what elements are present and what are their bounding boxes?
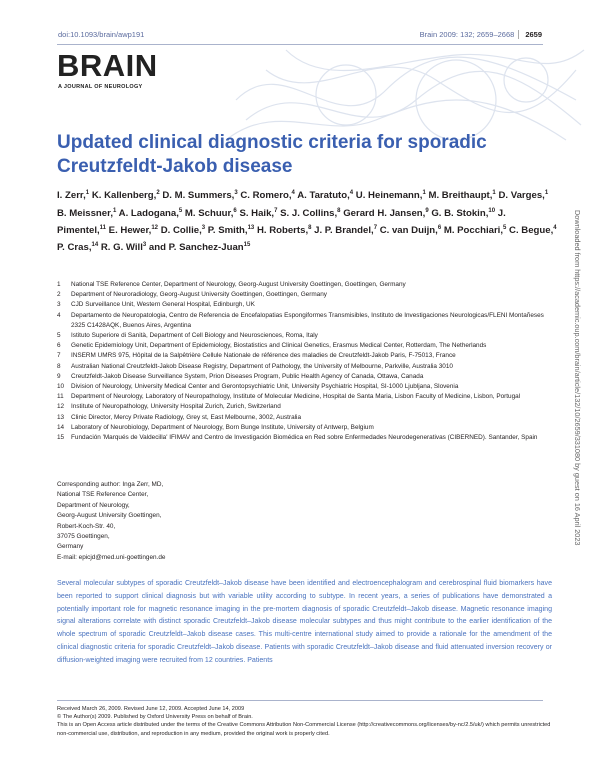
correspondence-line: Georg-August University Goettingen,: [57, 512, 162, 520]
author-name: C. Begue,: [509, 224, 554, 236]
author-name: M. Breithaupt,: [428, 190, 493, 202]
author-name: C. van Duijn,: [379, 224, 438, 236]
author-name: J. P. Brandel,: [314, 224, 374, 236]
author: [119, 208, 183, 219]
author-list: [57, 186, 557, 256]
author: [428, 190, 495, 201]
author-name: S. J. Collins,: [280, 207, 338, 219]
article-title: Updated clinical diagnostic criteria for sporadic Creutzfeldt-Jakob disease: [57, 132, 487, 177]
affiliation-text: Institute of Neuropathology, University Hospital Zurich, Zurich, Switzerland: [71, 403, 281, 411]
author-name: M. Pocchiari,: [443, 224, 504, 236]
correspondence-line: National TSE Reference Center,: [57, 491, 149, 499]
author-affiliation-ref: 1: [544, 190, 549, 196]
author-name: P. Cras,: [57, 242, 92, 254]
correspondence-line: Robert-Koch-Str. 40,: [57, 522, 116, 530]
affiliation-number: 3: [57, 301, 61, 309]
author-name: A. Taratuto,: [297, 190, 350, 202]
affiliation: [57, 402, 557, 412]
affiliation: [57, 413, 557, 423]
author: [101, 242, 166, 253]
author-name: P. Sanchez-Juan: [168, 242, 244, 254]
author: [185, 208, 237, 219]
footer-notes: [57, 705, 557, 738]
author-affiliation-ref: 13: [247, 224, 255, 231]
author-name: Gerard H. Jansen,: [343, 207, 426, 219]
affiliation-number: 8: [57, 362, 61, 370]
affiliation-number: 14: [57, 423, 65, 431]
affiliation-number: 4: [57, 311, 61, 319]
author-name: H. Roberts,: [256, 224, 309, 236]
author-affiliation-ref: 15: [243, 242, 251, 249]
affiliation-text: CJD Surveillance Unit, Western General Hospital, Edinburgh, UK: [71, 301, 255, 309]
affiliation-number: 6: [57, 342, 61, 350]
affiliation-text: Creutzfeldt-Jakob Disease Surveillance System, Prion Diseases Program, Public Health Agency of Canada, Ottawa, Canada: [71, 372, 424, 380]
author: [431, 208, 495, 219]
author-affiliation-ref: 3: [142, 242, 147, 249]
author-name: C. Romero,: [240, 190, 292, 202]
author-affiliation-ref: 2: [156, 190, 160, 196]
affiliation-number: 13: [57, 413, 65, 421]
correspondence-block: [57, 480, 257, 563]
affiliation-number: 2: [57, 291, 61, 299]
author-affiliation-ref: 9: [425, 207, 429, 214]
author-affiliation-ref: 3: [201, 224, 206, 231]
author-name: B. Meissner,: [57, 207, 113, 219]
affiliation-text: Department of Neuroradiology, Georg-August University Goettingen, Goettingen, Germany: [71, 291, 327, 299]
author-name: D. M. Summers,: [162, 190, 235, 202]
author-affiliation-ref: 6: [233, 207, 237, 214]
author-affiliation-ref: 4: [349, 190, 354, 196]
correspondence-line: 37075 Goettingen,: [57, 533, 110, 541]
author: [343, 208, 428, 219]
affiliation-text: Istituto Superiore di Sanità, Department of Cell Biology and Neurosciences, Roma, Italy: [71, 332, 318, 340]
page-number: 2659: [518, 30, 542, 39]
affiliation-number: 1: [57, 281, 61, 288]
author-affiliation-ref: 1: [85, 190, 90, 196]
author-affiliation-ref: 8: [308, 224, 312, 231]
author-affiliation-ref: 1: [113, 207, 117, 214]
footer-line: Received March 26, 2009. Revised June 12, 2009. Accepted June 14, 2009: [57, 706, 245, 712]
author-affiliation-ref: 4: [553, 224, 557, 231]
author-affiliation-ref: 12: [151, 224, 159, 231]
author: [239, 208, 277, 219]
affiliation: [57, 290, 557, 300]
author-name: P. Smith,: [207, 224, 248, 236]
author-name: M. Schuur,: [184, 207, 234, 219]
affiliation-text: Departamento de Neuropatologia, Centro de Referencia de Encefalopatias Espongiformes Transmisibles, Instituto de Investigaciones Neurologicas/FLENI Montañeses 2325 C1428AQK, Buenos Aires, Argentina: [71, 311, 544, 329]
affiliation-text: Division of Neurology, University Medical Center and Gerontopsychiatric Unit, University Psychiatric Hospital, SI-1000 Ljubljana, Slovenia: [71, 383, 459, 391]
affiliation-number: 12: [57, 403, 65, 411]
footer-line: © The Author(s) 2009. Published by Oxford University Press on behalf of Brain.: [57, 714, 253, 721]
journal-subtitle: A JOURNAL OF NEUROLOGY: [58, 84, 143, 90]
author: [280, 208, 340, 219]
author-name: E. Hewer,: [108, 224, 152, 236]
affiliation: [57, 423, 557, 433]
journal-logo: BRAIN: [57, 48, 158, 83]
affiliation-text: Clinic Director, Mercy Private Radiology, Grey st, East Melbourne, 3002, Australia: [71, 413, 302, 421]
author-name: G. B. Stokin,: [431, 207, 489, 219]
author-affiliation-ref: 1: [422, 190, 426, 196]
author: [257, 225, 312, 236]
affiliation: [57, 311, 557, 331]
author: [92, 190, 160, 201]
correspondence-line: Germany: [57, 543, 84, 551]
author-name: D. Collie,: [160, 224, 202, 236]
affiliation: [57, 341, 557, 351]
author-affiliation-ref: 4: [291, 190, 295, 196]
author-affiliation-ref: 6: [437, 224, 442, 231]
affiliation: [57, 280, 557, 290]
correspondence-line: Department of Neurology,: [57, 501, 130, 509]
author-affiliation-ref: 7: [373, 224, 378, 231]
doi: doi:10.1093/brain/awp191: [58, 30, 145, 39]
citation: Brain 2009: 132; 2659–2668: [419, 30, 515, 39]
correspondence-line: Corresponding author: Inga Zerr, MD,: [57, 481, 164, 488]
author: [297, 190, 353, 201]
affiliation-number: 11: [57, 393, 64, 401]
affiliation: [57, 392, 557, 402]
author-affiliation-ref: 5: [503, 224, 507, 231]
author: [208, 225, 255, 236]
affiliation-text: Department of Neurology, Laboratory of Neuropathology, Institute of Molecular Medicine, Hospital de Santa Maria, Lisbon Faculty of Medicine, Lisbon, Portugal: [71, 393, 521, 401]
affiliation-text: Fundación 'Marqués de Valdecilla' IFIMAV and Centro de Investigación Biomédica en Red sobre Enfermedades Neurodegenerativas (CIBERNED). Santander, Spain: [71, 434, 538, 442]
footer-line: This is an Open Access article distributed under the terms of the Creative Commons Attribution Non-Commercial License (http://creativecommons.org/licenses/by-nc/2.5/uk/) which permits unrestricted non-commercial use, distribution, and reproduction in any medium, provided the original work is properly cited.: [57, 722, 551, 737]
affiliation-text: Laboratory of Neurobiology, Department of Neurology, Born Bunge Institute, University of Antwerp, Belgium: [71, 423, 374, 431]
author-name: D. Varges,: [498, 190, 545, 202]
author-name: A. Ladogana,: [118, 207, 179, 219]
author: [356, 190, 426, 201]
affiliation-number: 7: [57, 352, 61, 360]
affiliation-text: National TSE Reference Center, Department of Neurology, Georg-August University Goettingen, Goettingen, Germany: [71, 281, 406, 288]
author: [162, 190, 237, 201]
footer-rule: [57, 700, 543, 701]
author: [109, 225, 158, 236]
author: [498, 190, 548, 201]
affiliation-number: 10: [57, 383, 65, 391]
author: [57, 190, 89, 201]
author-affiliation-ref: 14: [91, 242, 99, 249]
author-affiliation-ref: 5: [178, 207, 183, 214]
author: [444, 225, 507, 236]
author-affiliation-ref: 7: [274, 207, 278, 214]
author: [314, 225, 377, 236]
author: [57, 242, 98, 253]
affiliation-number: 9: [57, 372, 61, 380]
author: [509, 225, 557, 236]
author: [57, 208, 116, 219]
author: [161, 225, 205, 236]
affiliation: [57, 433, 557, 443]
author: [240, 190, 295, 201]
affiliation-text: Australian National Creutzfeldt-Jakob Disease Registry, Department of Pathology, the University of Melbourne, Parkville, Australia 3010: [71, 362, 453, 370]
affiliation-text: Genetic Epidemiology Unit, Department of Epidemiology, Biostatistics and Clinical Genetics, Erasmus Medical Center, Rotterdam, The Netherlands: [71, 342, 487, 350]
author-affiliation-ref: 1: [492, 190, 496, 196]
affiliation-list: [57, 280, 557, 443]
author-affiliation-ref: 3: [234, 190, 238, 196]
correspondence-line: E-mail: epicjd@med.uni-goettingen.de: [57, 553, 166, 561]
author: [380, 225, 441, 236]
author-name: R. G. Will: [100, 242, 143, 254]
affiliation-number: 15: [57, 434, 65, 442]
author: [169, 242, 251, 253]
author-name: I. Zerr,: [57, 190, 86, 202]
affiliation: [57, 331, 557, 341]
author-name: J. Pimentel,: [57, 207, 506, 236]
affiliation: [57, 300, 557, 310]
affiliation: [57, 372, 557, 382]
author-conjunction: and: [146, 242, 166, 254]
affiliation-text: INSERM UMRS 975, Hôpital de la Salpêtrière Cellule Nationale de référence des maladies de Creutzfeldt-Jakob Paris, F-75013, France: [71, 352, 456, 360]
download-note: Downloaded from https://academic.oup.com/brain/article/132/10/2659/331080 by guest on 16 April 2023: [573, 210, 582, 546]
affiliation: [57, 351, 557, 361]
author-name: K. Kallenberg,: [91, 190, 157, 202]
author-affiliation-ref: 8: [337, 207, 341, 214]
affiliation-number: 5: [57, 332, 61, 340]
author-name: U. Heinemann,: [355, 190, 423, 202]
abstract: Several molecular subtypes of sporadic Creutzfeldt–Jakob disease have been identified and electroencephalogram and cerebrospinal fluid biomarkers have been reported to support clinical diagnosis but with variable utility according to subtype. In recent years, a series of publications have demonstrated a potentially important role for magnetic resonance imaging in the pre-mortem diagnosis of sporadic Creutzfeldt–Jakob disease. Magnetic resonance imaging signal alterations correlate with distinct sporadic Creutzfeldt–Jakob disease molecular subtypes and thus might contribute to the earlier identification of the whole spectrum of sporadic Creutzfeldt–Jakob disease cases. This multi-centre international study aimed to provide a rationale for the amendment of the clinical diagnostic criteria for sporadic Creutzfeldt–Jakob disease. Patients with sporadic Creutzfeldt–Jakob disease and fluid attenuated inversion recovery or diffusion-weighted imaging were recruited from 12 countries. Patients: [57, 580, 552, 664]
affiliation: [57, 382, 557, 392]
journal-citation: [420, 30, 542, 39]
author-affiliation-ref: 11: [99, 224, 106, 231]
author-affiliation-ref: 10: [488, 207, 496, 214]
affiliation: [57, 362, 557, 372]
author-name: S. Haik,: [239, 207, 275, 219]
